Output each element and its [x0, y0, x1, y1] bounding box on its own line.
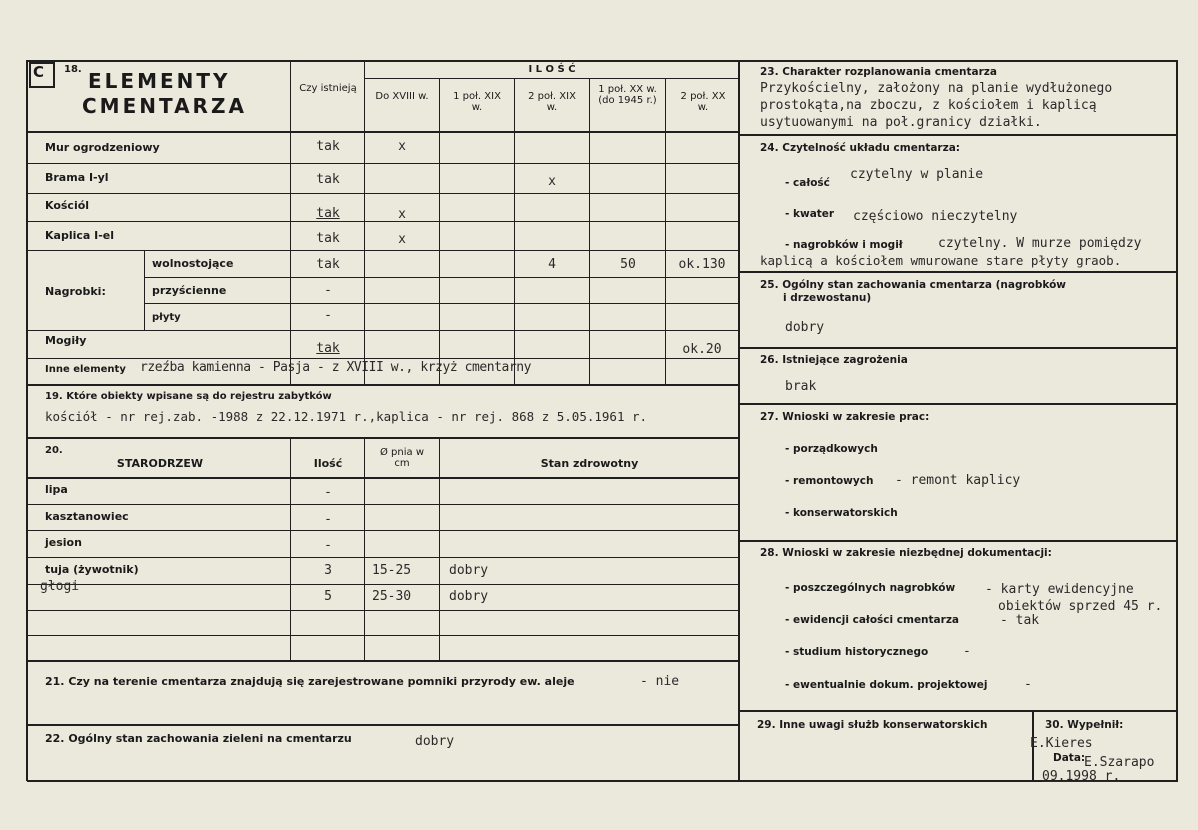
- rule: [738, 60, 740, 782]
- tree-diam-glogi: 25-30: [372, 589, 412, 604]
- graves-label: Nagrobki:: [45, 285, 106, 298]
- rule: [439, 438, 440, 660]
- rule: [27, 250, 739, 251]
- rule: [27, 660, 739, 662]
- col-2pol-xx: 2 poł. XX w.: [680, 91, 726, 113]
- q25-label-2: i drzewostanu): [783, 292, 872, 304]
- q23-line-3: usytuowanymi na poł.granicy działki.: [760, 115, 1042, 130]
- rule: [439, 78, 440, 385]
- q30-label: 30. Wypełnił:: [1045, 719, 1124, 731]
- row-c1-mur: x: [398, 139, 406, 154]
- rule: [290, 438, 291, 660]
- rule: [27, 477, 739, 479]
- graves-label-slabs: płyty: [152, 312, 181, 323]
- rule: [514, 78, 515, 385]
- row-label-kaplica: Kaplica I-el: [45, 229, 115, 242]
- q27-item-2: - remontowych: [785, 475, 874, 487]
- graves-label-wall: przyścienne: [152, 284, 227, 297]
- rule: [27, 330, 739, 331]
- rule: [27, 610, 739, 611]
- col-do-xviii: Do XVIII w.: [375, 91, 429, 102]
- row-label-brama: Brama I-yl: [45, 171, 109, 184]
- rule: [589, 78, 590, 385]
- rule: [27, 530, 739, 531]
- other-elements-value: rzeźba kamienna - Pasja - z XVIII w., krzyż cmentarny: [140, 360, 531, 375]
- tree-name-tuja: tuja (żywotnik): [45, 563, 139, 576]
- q28-item-1-value-2: obiektów sprzed 45 r.: [998, 599, 1163, 614]
- col-exists-header: Czy istnieją: [299, 83, 357, 94]
- col-2pol-xix: 2 poł. XIX w.: [528, 91, 576, 113]
- rule: [1176, 60, 1178, 782]
- rule: [27, 584, 739, 585]
- graves-exists-freestanding: tak: [316, 257, 340, 272]
- row-label-mur: Mur ogrodzeniowy: [45, 141, 160, 154]
- trees-col-qty: Ilość: [313, 457, 343, 470]
- section-18-title-1: ELEMENTY: [88, 69, 231, 93]
- q24-label: 24. Czytelność układu cmentarza:: [760, 142, 961, 154]
- q24-graves-label: - nagrobków i mogił: [785, 239, 903, 251]
- row-exists-kaplica: tak: [316, 231, 340, 246]
- q23-label: 23. Charakter rozplanowania cmentarza: [760, 66, 997, 78]
- rule: [27, 635, 739, 636]
- tree-qty-lipa: -: [324, 485, 332, 500]
- rule: [740, 540, 1178, 542]
- rule: [27, 504, 739, 505]
- trees-title: STARODRZEW: [116, 457, 204, 470]
- trees-col-health: Stan zdrowotny: [540, 457, 639, 470]
- q27-item-3: - konserwatorskich: [785, 507, 898, 519]
- q22-label: 22. Ogólny stan zachowania zieleni na cmentarzu: [45, 732, 352, 745]
- q24-quarters-value: częściowo nieczytelny: [853, 209, 1018, 224]
- q21-label: 21. Czy na terenie cmentarza znajdują się zarejestrowane pomniki przyrody ew. aleje: [45, 675, 575, 688]
- row-c5-mogily: ok.20: [682, 342, 722, 357]
- rule: [27, 780, 739, 782]
- rule: [364, 438, 365, 660]
- q28-label: 28. Wnioski w zakresie niezbędnej dokumentacji:: [760, 547, 1052, 559]
- rule: [27, 131, 739, 133]
- rule: [144, 277, 739, 278]
- q28-item-2: - ewidencji całości cmentarza: [785, 614, 960, 626]
- rule: [740, 347, 1178, 349]
- rule: [364, 62, 365, 385]
- col-1pol-xix: 1 poł. XIX w.: [453, 91, 501, 113]
- quantity-header: I L O Ś Ć: [528, 64, 576, 75]
- tree-name-lipa: lipa: [45, 483, 68, 496]
- tree-name-jesion: jesion: [45, 536, 82, 549]
- rule: [740, 134, 1178, 136]
- q23-line-1: Przykościelny, założony na planie wydłużonego: [760, 81, 1113, 96]
- q28-item-1: - poszczególnych nagrobków: [785, 582, 956, 594]
- graves-exists-slabs: -: [324, 308, 332, 323]
- rule: [740, 403, 1178, 405]
- rule: [144, 303, 739, 304]
- graves-c5-freestanding: ok.130: [678, 257, 726, 272]
- q28-item-2-value: - tak: [1000, 613, 1040, 628]
- row-exists-kosciol: tak: [316, 206, 340, 221]
- rule: [26, 60, 28, 781]
- tree-name-kasztanowiec: kasztanowiec: [45, 510, 129, 523]
- rule: [290, 62, 291, 385]
- graves-c4-freestanding: 50: [620, 257, 636, 272]
- q29-label: 29. Inne uwagi służb konserwatorskich: [757, 719, 988, 731]
- row-c1-kosciol: x: [398, 207, 406, 222]
- section-18-title-2: CMENTARZA: [82, 94, 247, 118]
- row-label-mogily: Mogiły: [45, 334, 87, 347]
- section-c-letter: C: [33, 63, 45, 81]
- graves-exists-wall: -: [324, 283, 332, 298]
- register-value: kościół - nr rej.zab. -1988 z 22.12.1971 r.,kaplica - nr rej. 868 z 5.05.1961 r.: [45, 409, 648, 424]
- q30-date-label: Data:: [1053, 752, 1086, 764]
- rule: [27, 163, 739, 164]
- tree-health-tuja: dobry: [449, 563, 489, 578]
- q24-whole-value: czytelny w planie: [850, 167, 984, 182]
- rule: [665, 78, 666, 385]
- rule: [740, 710, 1178, 712]
- q30-date-by: E.Szarapo: [1084, 755, 1155, 770]
- section-18-number: 18.: [64, 64, 82, 75]
- rule: [144, 250, 145, 330]
- q24-graves-value-2: kaplicą a kościołem wmurowane stare płyty graob.: [760, 253, 1122, 268]
- rule: [364, 78, 738, 79]
- q28-item-4: - ewentualnie dokum. projektowej: [785, 679, 988, 691]
- register-label: 19. Które obiekty wpisane są do rejestru zabytków: [45, 391, 332, 402]
- trees-col-diam: Ø pnia w cm: [380, 447, 424, 469]
- q28-item-4-value: -: [1024, 677, 1032, 692]
- q27-label: 27. Wnioski w zakresie prac:: [760, 411, 930, 423]
- rule: [740, 271, 1178, 273]
- rule: [27, 724, 739, 726]
- q26-label: 26. Istniejące zagrożenia: [760, 354, 908, 366]
- q24-whole-label: - całość: [785, 177, 830, 189]
- tree-health-glogi: dobry: [449, 589, 489, 604]
- q30-filled-by: E.Kieres: [1030, 736, 1093, 751]
- tree-qty-jesion: -: [324, 538, 332, 553]
- q28-item-1-value-1: - karty ewidencyjne: [985, 582, 1134, 597]
- rule: [27, 60, 739, 62]
- q24-graves-value-1: czytelny. W murze pomiędzy: [938, 236, 1142, 251]
- row-label-kosciol: Kościól: [45, 199, 90, 212]
- q24-quarters-label: - kwater: [785, 208, 835, 220]
- rule: [27, 358, 739, 359]
- rule: [740, 60, 1178, 62]
- q21-value: - nie: [640, 674, 680, 689]
- q30-date-value: 09.1998 r.: [1042, 769, 1121, 784]
- tree-qty-tuja: 3: [324, 563, 332, 578]
- q25-label-1: 25. Ogólny stan zachowania cmentarza (nagrobków: [760, 279, 1066, 291]
- row-exists-mogily: tak: [316, 341, 340, 356]
- tree-name-glogi: głogi: [40, 579, 80, 594]
- q27-item-2-value: - remont kaplicy: [895, 473, 1021, 488]
- other-elements-label: Inne elementy: [45, 364, 126, 375]
- tree-qty-kasztanowiec: -: [324, 512, 332, 527]
- q28-item-3: - studium historycznego: [785, 646, 929, 658]
- q28-item-3-value: -: [963, 644, 971, 659]
- q23-line-2: prostokąta,na zboczu, z kościołem i kaplicą: [760, 98, 1097, 113]
- tree-qty-glogi: 5: [324, 589, 332, 604]
- row-exists-brama: tak: [316, 172, 340, 187]
- rule: [27, 437, 739, 439]
- row-c3-brama: x: [548, 174, 556, 189]
- trees-number: 20.: [45, 445, 63, 456]
- graves-c3-freestanding: 4: [548, 257, 556, 272]
- q26-value: brak: [785, 379, 817, 394]
- row-c1-kaplica: x: [398, 232, 406, 247]
- rule: [27, 557, 739, 558]
- rule: [27, 193, 739, 194]
- graves-label-freestanding: wolnostojące: [152, 257, 234, 270]
- tree-diam-tuja: 15-25: [372, 563, 412, 578]
- q25-value: dobry: [785, 320, 825, 335]
- row-exists-mur: tak: [316, 139, 340, 154]
- q27-item-1: - porządkowych: [785, 443, 878, 455]
- rule: [27, 384, 739, 386]
- col-1pol-xx: 1 poł. XX w. (do 1945 r.): [598, 84, 657, 106]
- q22-value: dobry: [415, 734, 455, 749]
